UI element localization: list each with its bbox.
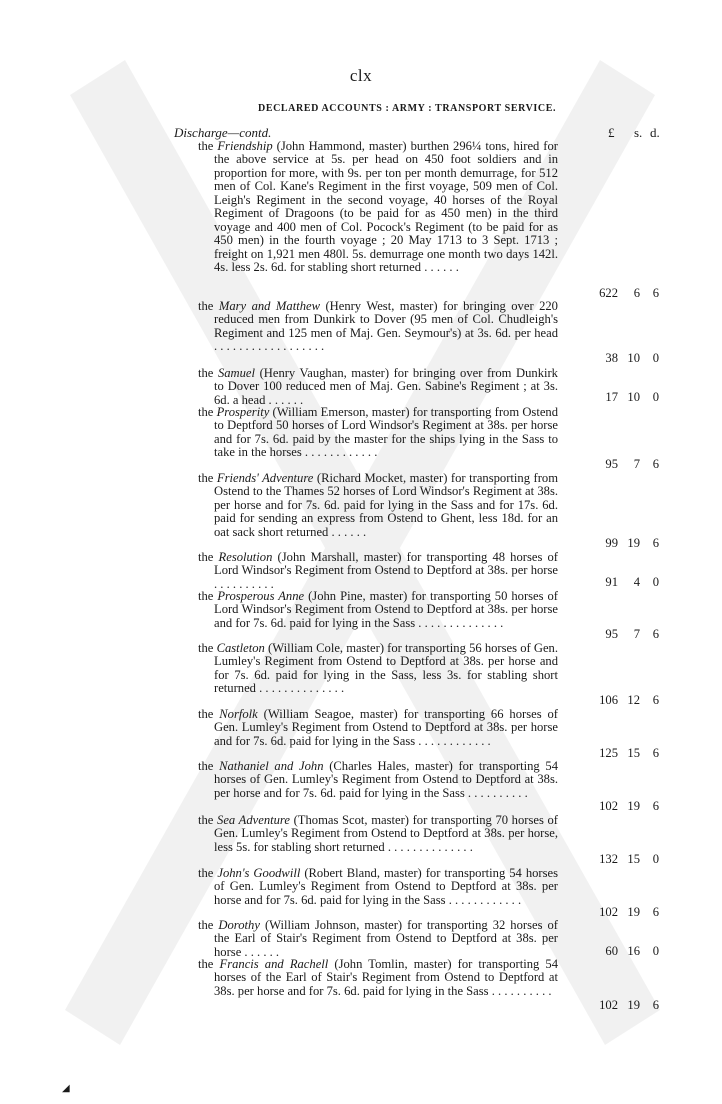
entry-description: (Robert Bland, master) for transporting 54 horses of Gen. Lumley's Regiment from Ostend to Deptford at 38s. per horse and for 7s. 6d. paid for lying in the Sass . . . . . . . . . . . . <box>214 866 558 907</box>
entry-4 <box>198 406 558 460</box>
amount-pence: 6 <box>652 627 659 641</box>
amount-pounds: 95 <box>605 627 618 641</box>
amount-shillings: 4 <box>633 575 640 589</box>
entry-9 <box>198 708 558 748</box>
entry-description: (John Pine, master) for transporting 50 horses of Lord Windsor's Regiment from Ostend to Deptford at 38s. per horse and for 7s. 6d. paid for lying in the Sass . . . . . . . . . . . . . . <box>214 589 558 630</box>
amount-pence: 6 <box>652 536 659 550</box>
scan-mark: ◢ <box>62 1083 70 1094</box>
ship-name: Nathaniel and John <box>219 759 324 773</box>
entry-8 <box>198 642 558 696</box>
ship-name: Prosperous Anne <box>217 589 305 603</box>
ship-name: Resolution <box>218 550 273 564</box>
entry-text: the Norfolk (William Seagoe, master) for transporting 66 horses of Gen. Lumley's Regiment from Ostend to Deptford at 38s. per horse and for 7s. 6d. paid for lying in the Sass . . . . . . . . . . . . <box>198 707 558 748</box>
entry-description: (Henry Vaughan, master) for bringing over from Dunkirk to Dover 100 reduced men of Maj. Gen. Sabine's Regiment ; at 3s. 6d. a head . . . . . . <box>214 366 558 407</box>
entry-3 <box>198 367 558 407</box>
entry-text: the Mary and Matthew (Henry West, master) for bringing over 220 reduced men from Dunkirk to Dover (95 men of Col. Chudleigh's Regiment and 125 men of Maj. Gen. Seymour's) at 3s. 6d. per head . . . . . . . . . . . . . . . . . . <box>198 299 558 354</box>
ship-name: Prosperity <box>216 405 270 419</box>
ship-name: John's Goodwill <box>217 866 301 880</box>
amount-shillings: 19 <box>627 799 640 813</box>
entry-text: the Friendship (John Hammond, master) burthen 296¼ tons, hired for the above service at 5s. per head on 450 foot soldiers and in proportion for more, with 9s. per ton per month demurrage, for 512 men of Col. Kane's Regiment in the first voyage, 509 men of Col. Leigh's Regiment in the second voyage, 40 horses of the Royal Regiment of Dragoons (to be paid for as 450 men) in the third voyage and 400 men of Col. Pocock's Regiment (to be paid for as 450 men) in the fourth voyage ; 20 May 1713 to 3 Sept. 1713 ; freight on 1,921 men 480l. 5s. demurrage one month two days 142l. 4s. less 2s. 6d. for stabling short returned . . . . . . <box>198 139 558 275</box>
amount-shillings: 10 <box>627 351 640 365</box>
entry-text: the Nathaniel and John (Charles Hales, master) for transporting 54 horses of Gen. Lumley's Regiment from Ostend to Deptford at 38s. per horse and for 7s. 6d. paid for lying in the Sass . . . . . . . . . . <box>198 759 558 800</box>
entry-description: (William Johnson, master) for transporting 32 horses of the Earl of Stair's Regiment from Ostend to Deptford at 38s. per horse . . . . . . <box>214 918 558 959</box>
amount-shillings: 15 <box>627 852 640 866</box>
pence-column-header: d. <box>650 125 660 140</box>
pounds-column-header: £ <box>608 125 615 140</box>
entry-10 <box>198 760 558 800</box>
entry-description: (William Cole, master) for transporting 56 horses of Gen. Lumley's Regiment from Ostend to Deptford at 38s. per horse and for 7s. 6d. paid for lying in the Sass, less 3s. for stabling short returned . . . . . . . . . . . . . . <box>214 641 558 696</box>
amount-pounds: 102 <box>599 998 618 1012</box>
entry-description: (Henry West, master) for bringing over 220 reduced men from Dunkirk to Dover (95 men of Col. Chudleigh's Regiment and 125 men of Maj. Gen. Seymour's) at 3s. 6d. per head . . . . . . . . . . . . . . . . . . <box>214 299 558 354</box>
amount-pounds: 125 <box>599 746 618 760</box>
amount-shillings: 19 <box>627 536 640 550</box>
amount-pence: 6 <box>652 998 659 1012</box>
amount-pence: 6 <box>652 457 659 471</box>
amount-pounds: 102 <box>599 799 618 813</box>
amount-pounds: 106 <box>599 693 618 707</box>
amount-pence: 6 <box>652 905 659 919</box>
entry-description: (William Emerson, master) for transporting from Ostend to Deptford 50 horses of Lord Windsor's Regiment at 38s. per horse and for 7s. 6d. paid by the master for the ships lying in the Sass to take in the horses . . . . . . . . . . . . <box>214 405 558 460</box>
amount-pounds: 102 <box>599 905 618 919</box>
entry-description: (Thomas Scot, master) for transporting 70 horses of Gen. Lumley's Regiment from Ostend to Deptford at 38s. per horse, less 5s. for stabling short returned . . . . . . . . . . . . . . <box>214 813 558 854</box>
amount-pence: 0 <box>652 390 659 404</box>
amount-pence: 0 <box>652 852 659 866</box>
ship-name: Friendship <box>217 139 273 153</box>
entry-text: the Sea Adventure (Thomas Scot, master) for transporting 70 horses of Gen. Lumley's Regiment from Ostend to Deptford at 38s. per horse, less 5s. for stabling short returned . . . . . . . . . . . . . . <box>198 813 558 854</box>
ship-name: Samuel <box>217 366 256 380</box>
shillings-column-header: s. <box>634 125 643 140</box>
entry-text: the Prosperous Anne (John Pine, master) for transporting 50 horses of Lord Windsor's Regiment from Ostend to Deptford at 38s. per horse and for 7s. 6d. paid for lying in the Sass . . . . . . . . . . . . . . <box>198 589 558 630</box>
amount-shillings: 19 <box>627 998 640 1012</box>
amount-pounds: 17 <box>605 390 618 404</box>
ship-name: Friends' Adventure <box>216 471 314 485</box>
section-label: Discharge—contd. <box>174 125 272 140</box>
entry-7 <box>198 590 558 630</box>
entry-description: (John Hammond, master) burthen 296¼ tons, hired for the above service at 5s. per head on 450 foot soldiers and in proportion for more, with 9s. per ton per month demurrage, for 512 men of Col. Kane's Regiment in the first voyage, 509 men of Col. Leigh's Regiment in the second voyage, 40 horses of the Royal Regiment of Dragoons (to be paid for as 450 men) in the third voyage and 400 men of Col. Pocock's Regiment (to be paid for as 450 men) in the fourth voyage ; 20 May 1713 to 3 Sept. 1713 ; freight on 1,921 men 480l. 5s. demurrage one month two days 142l. 4s. less 2s. 6d. for stabling short returned . . . . . . <box>214 139 558 275</box>
amount-pence: 6 <box>652 799 659 813</box>
amount-shillings: 15 <box>627 746 640 760</box>
entry-14 <box>198 958 558 998</box>
amount-pounds: 91 <box>605 575 618 589</box>
entry-description: (John Marshall, master) for transporting 48 horses of Lord Windsor's Regiment from Ostend to Deptford at 38s. per horse . . . . . . . . . . <box>214 550 558 591</box>
amount-pence: 0 <box>652 351 659 365</box>
ship-name: Mary and Matthew <box>218 299 320 313</box>
amount-pounds: 99 <box>605 536 618 550</box>
entry-text: the Francis and Rachell (John Tomlin, master) for transporting 54 horses of the Earl of Stair's Regiment from Ostend to Deptford at 38s. per horse and for 7s. 6d. paid for lying in the Sass . . . . . . . . . . <box>198 957 558 998</box>
entry-text: the Friends' Adventure (Richard Mocket, master) for transporting from Ostend to the Thames 52 horses of Lord Windsor's Regiment at 38s. per horse and for 7s. 6d. paid for lying in the Sass and for 17s. 6d. paid for sending an express from Ostend to Ghent, less 18d. for an oat sack short returned . . . . . . <box>198 471 558 539</box>
amount-pounds: 622 <box>599 286 618 300</box>
entry-13 <box>198 919 558 959</box>
amount-pounds: 95 <box>605 457 618 471</box>
amount-shillings: 10 <box>627 390 640 404</box>
entry-2 <box>198 300 558 354</box>
amount-pence: 0 <box>652 944 659 958</box>
entry-11 <box>198 814 558 854</box>
ship-name: Francis and Rachell <box>219 957 329 971</box>
ship-name: Dorothy <box>218 918 260 932</box>
amount-shillings: 6 <box>633 286 640 300</box>
entry-description: (John Tomlin, master) for transporting 54 horses of the Earl of Stair's Regiment from Ostend to Deptford at 38s. per horse and for 7s. 6d. paid for lying in the Sass . . . . . . . . . . <box>214 957 558 998</box>
amount-shillings: 16 <box>627 944 640 958</box>
entry-6 <box>198 551 558 591</box>
amount-shillings: 19 <box>627 905 640 919</box>
ship-name: Sea Adventure <box>217 813 290 827</box>
amount-shillings: 7 <box>633 627 640 641</box>
page-folio: clx <box>349 66 373 85</box>
entry-text: the Castleton (William Cole, master) for transporting 56 horses of Gen. Lumley's Regiment from Ostend to Deptford at 38s. per horse and for 7s. 6d. paid for lying in the Sass, less 3s. for stabling short returned . . . . . . . . . . . . . . <box>198 641 558 696</box>
amount-pence: 0 <box>652 575 659 589</box>
entry-description: (Charles Hales, master) for transporting 54 horses of Gen. Lumley's Regiment from Ostend to Deptford at 38s. per horse and for 7s. 6d. paid for lying in the Sass . . . . . . . . . . <box>214 759 558 800</box>
amount-shillings: 12 <box>627 693 640 707</box>
amount-pence: 6 <box>652 746 659 760</box>
amount-pounds: 38 <box>605 351 618 365</box>
entry-description: (Richard Mocket, master) for transporting from Ostend to the Thames 52 horses of Lord Windsor's Regiment at 38s. per horse and for 7s. 6d. paid for lying in the Sass and for 17s. 6d. paid for sending an express from Ostend to Ghent, less 18d. for an oat sack short returned . . . . . . <box>214 471 558 539</box>
entry-5 <box>198 472 558 539</box>
entry-description: (William Seagoe, master) for transporting 66 horses of Gen. Lumley's Regiment from Ostend to Deptford at 38s. per horse and for 7s. 6d. paid for lying in the Sass . . . . . . . . . . . . <box>214 707 558 748</box>
entry-text: the Resolution (John Marshall, master) for transporting 48 horses of Lord Windsor's Regiment from Ostend to Deptford at 38s. per horse . . . . . . . . . . <box>198 550 558 591</box>
entry-12 <box>198 867 558 907</box>
amount-shillings: 7 <box>633 457 640 471</box>
amount-pounds: 60 <box>605 944 618 958</box>
entry-1 <box>198 140 558 275</box>
entry-text: the Dorothy (William Johnson, master) for transporting 32 horses of the Earl of Stair's Regiment from Ostend to Deptford at 38s. per horse . . . . . . <box>198 918 558 959</box>
amount-pence: 6 <box>652 693 659 707</box>
running-head: DECLARED ACCOUNTS : ARMY : TRANSPORT SERVICE. <box>258 103 557 114</box>
entry-text: the Prosperity (William Emerson, master) for transporting from Ostend to Deptford 50 horses of Lord Windsor's Regiment at 38s. per horse and for 7s. 6d. paid by the master for the ships lying in the Sass to take in the horses . . . . . . . . . . . . <box>198 405 558 460</box>
amount-pence: 6 <box>652 286 659 300</box>
entry-text: the John's Goodwill (Robert Bland, master) for transporting 54 horses of Gen. Lumley's Regiment from Ostend to Deptford at 38s. per horse and for 7s. 6d. paid for lying in the Sass . . . . . . . . . . . . <box>198 866 558 907</box>
ship-name: Norfolk <box>219 707 258 721</box>
amount-pounds: 132 <box>599 852 618 866</box>
ship-name: Castleton <box>216 641 265 655</box>
entry-text: the Samuel (Henry Vaughan, master) for bringing over from Dunkirk to Dover 100 reduced men of Maj. Gen. Sabine's Regiment ; at 3s. 6d. a head . . . . . . <box>198 366 558 407</box>
